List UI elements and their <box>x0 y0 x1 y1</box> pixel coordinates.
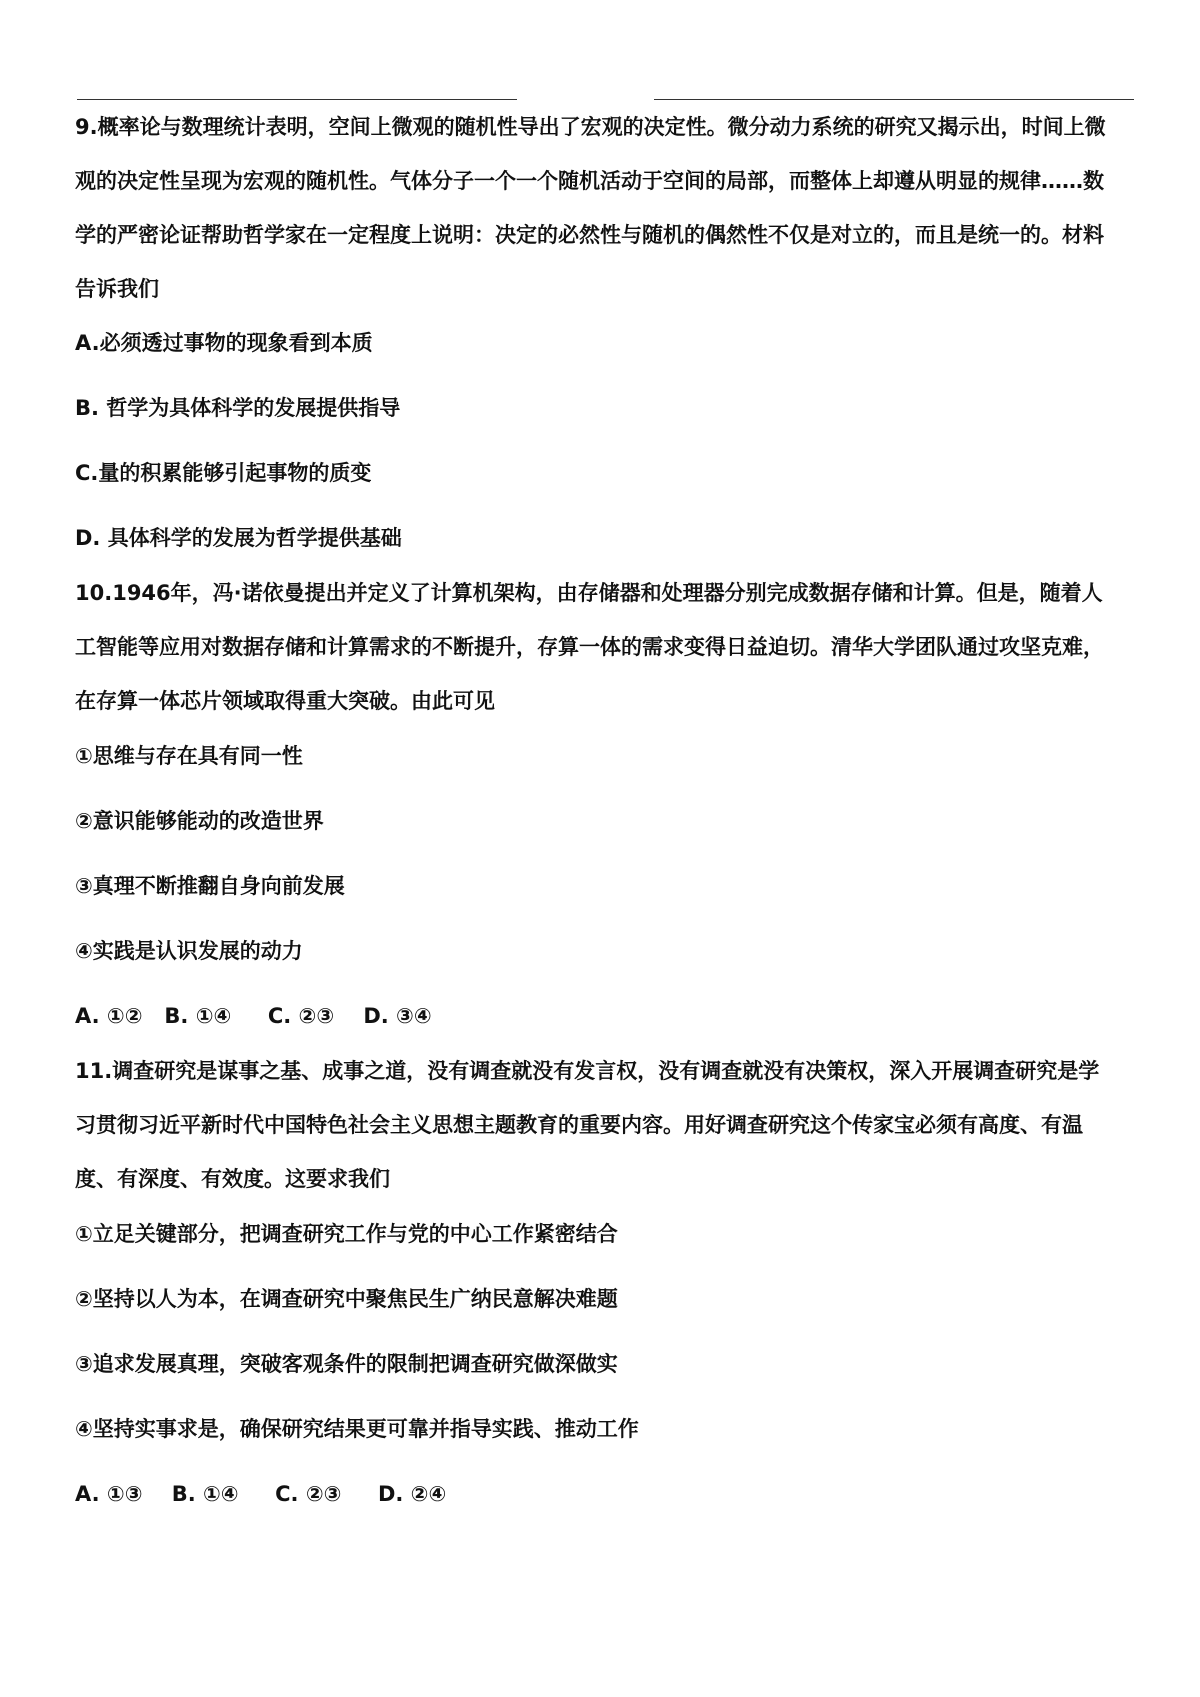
option-b: B. 哲学为具体科学的发展提供指导 <box>75 396 401 420</box>
question-9 <box>75 107 1135 573</box>
statement-2: ②坚持以人为本，在调查研究中聚焦民生广纳民意解决难题 <box>75 1287 618 1311</box>
question-stem-line: 在存算一体芯片领域取得重大突破。由此可见 <box>75 689 495 713</box>
option-c: C.量的积累能够引起事物的质变 <box>75 461 372 485</box>
question-10 <box>75 573 1135 1051</box>
statement-3: ③追求发展真理，突破客观条件的限制把调查研究做深做实 <box>75 1352 618 1376</box>
question-11 <box>75 1051 1135 1529</box>
question-stem-line: 习贯彻习近平新时代中国特色社会主义思想主题教育的重要内容。用好调查研究这个传家宝必须有高度、有温 <box>75 1113 1083 1137</box>
answer-choices: A. ①② B. ①④ C. ②③ D. ③④ <box>75 1004 432 1028</box>
question-stem-line: 观的决定性呈现为宏观的随机性。气体分子一个一个随机活动于空间的局部，而整体上却遵从明显的规律……数 <box>75 169 1104 193</box>
question-stem-line: 9.概率论与数理统计表明，空间上微观的随机性导出了宏观的决定性。微分动力系统的研究又揭示出，时间上微 <box>75 115 1106 139</box>
header-rule-right <box>654 99 1134 100</box>
statement-1: ①立足关键部分，把调查研究工作与党的中心工作紧密结合 <box>75 1222 618 1246</box>
statement-1: ①思维与存在具有同一性 <box>75 744 303 768</box>
statement-4: ④实践是认识发展的动力 <box>75 939 303 963</box>
answer-choices: A. ①③ B. ①④ C. ②③ D. ②④ <box>75 1482 447 1506</box>
statement-4: ④坚持实事求是，确保研究结果更可靠并指导实践、推动工作 <box>75 1417 639 1441</box>
question-stem-line: 工智能等应用对数据存储和计算需求的不断提升，存算一体的需求变得日益迫切。清华大学团队通过攻坚克难， <box>75 635 1104 659</box>
question-stem-line: 度、有深度、有效度。这要求我们 <box>75 1167 390 1191</box>
option-a: A.必须透过事物的现象看到本质 <box>75 331 373 355</box>
question-stem-line: 学的严密论证帮助哲学家在一定程度上说明：决定的必然性与随机的偶然性不仅是对立的，而且是统一的。材料 <box>75 223 1104 247</box>
statement-3: ③真理不断推翻自身向前发展 <box>75 874 345 898</box>
question-stem-line: 告诉我们 <box>75 277 159 301</box>
statement-2: ②意识能够能动的改造世界 <box>75 809 324 833</box>
header-rule-left <box>77 99 517 100</box>
exam-content <box>75 107 1135 1529</box>
question-stem-line: 10.1946年，冯·诺依曼提出并定义了计算机架构，由存储器和处理器分别完成数据存储和计算。但是，随着人 <box>75 581 1103 605</box>
option-d: D. 具体科学的发展为哲学提供基础 <box>75 526 402 550</box>
question-stem-line: 11.调查研究是谋事之基、成事之道，没有调查就没有发言权，没有调查就没有决策权，深入开展调查研究是学 <box>75 1059 1100 1083</box>
